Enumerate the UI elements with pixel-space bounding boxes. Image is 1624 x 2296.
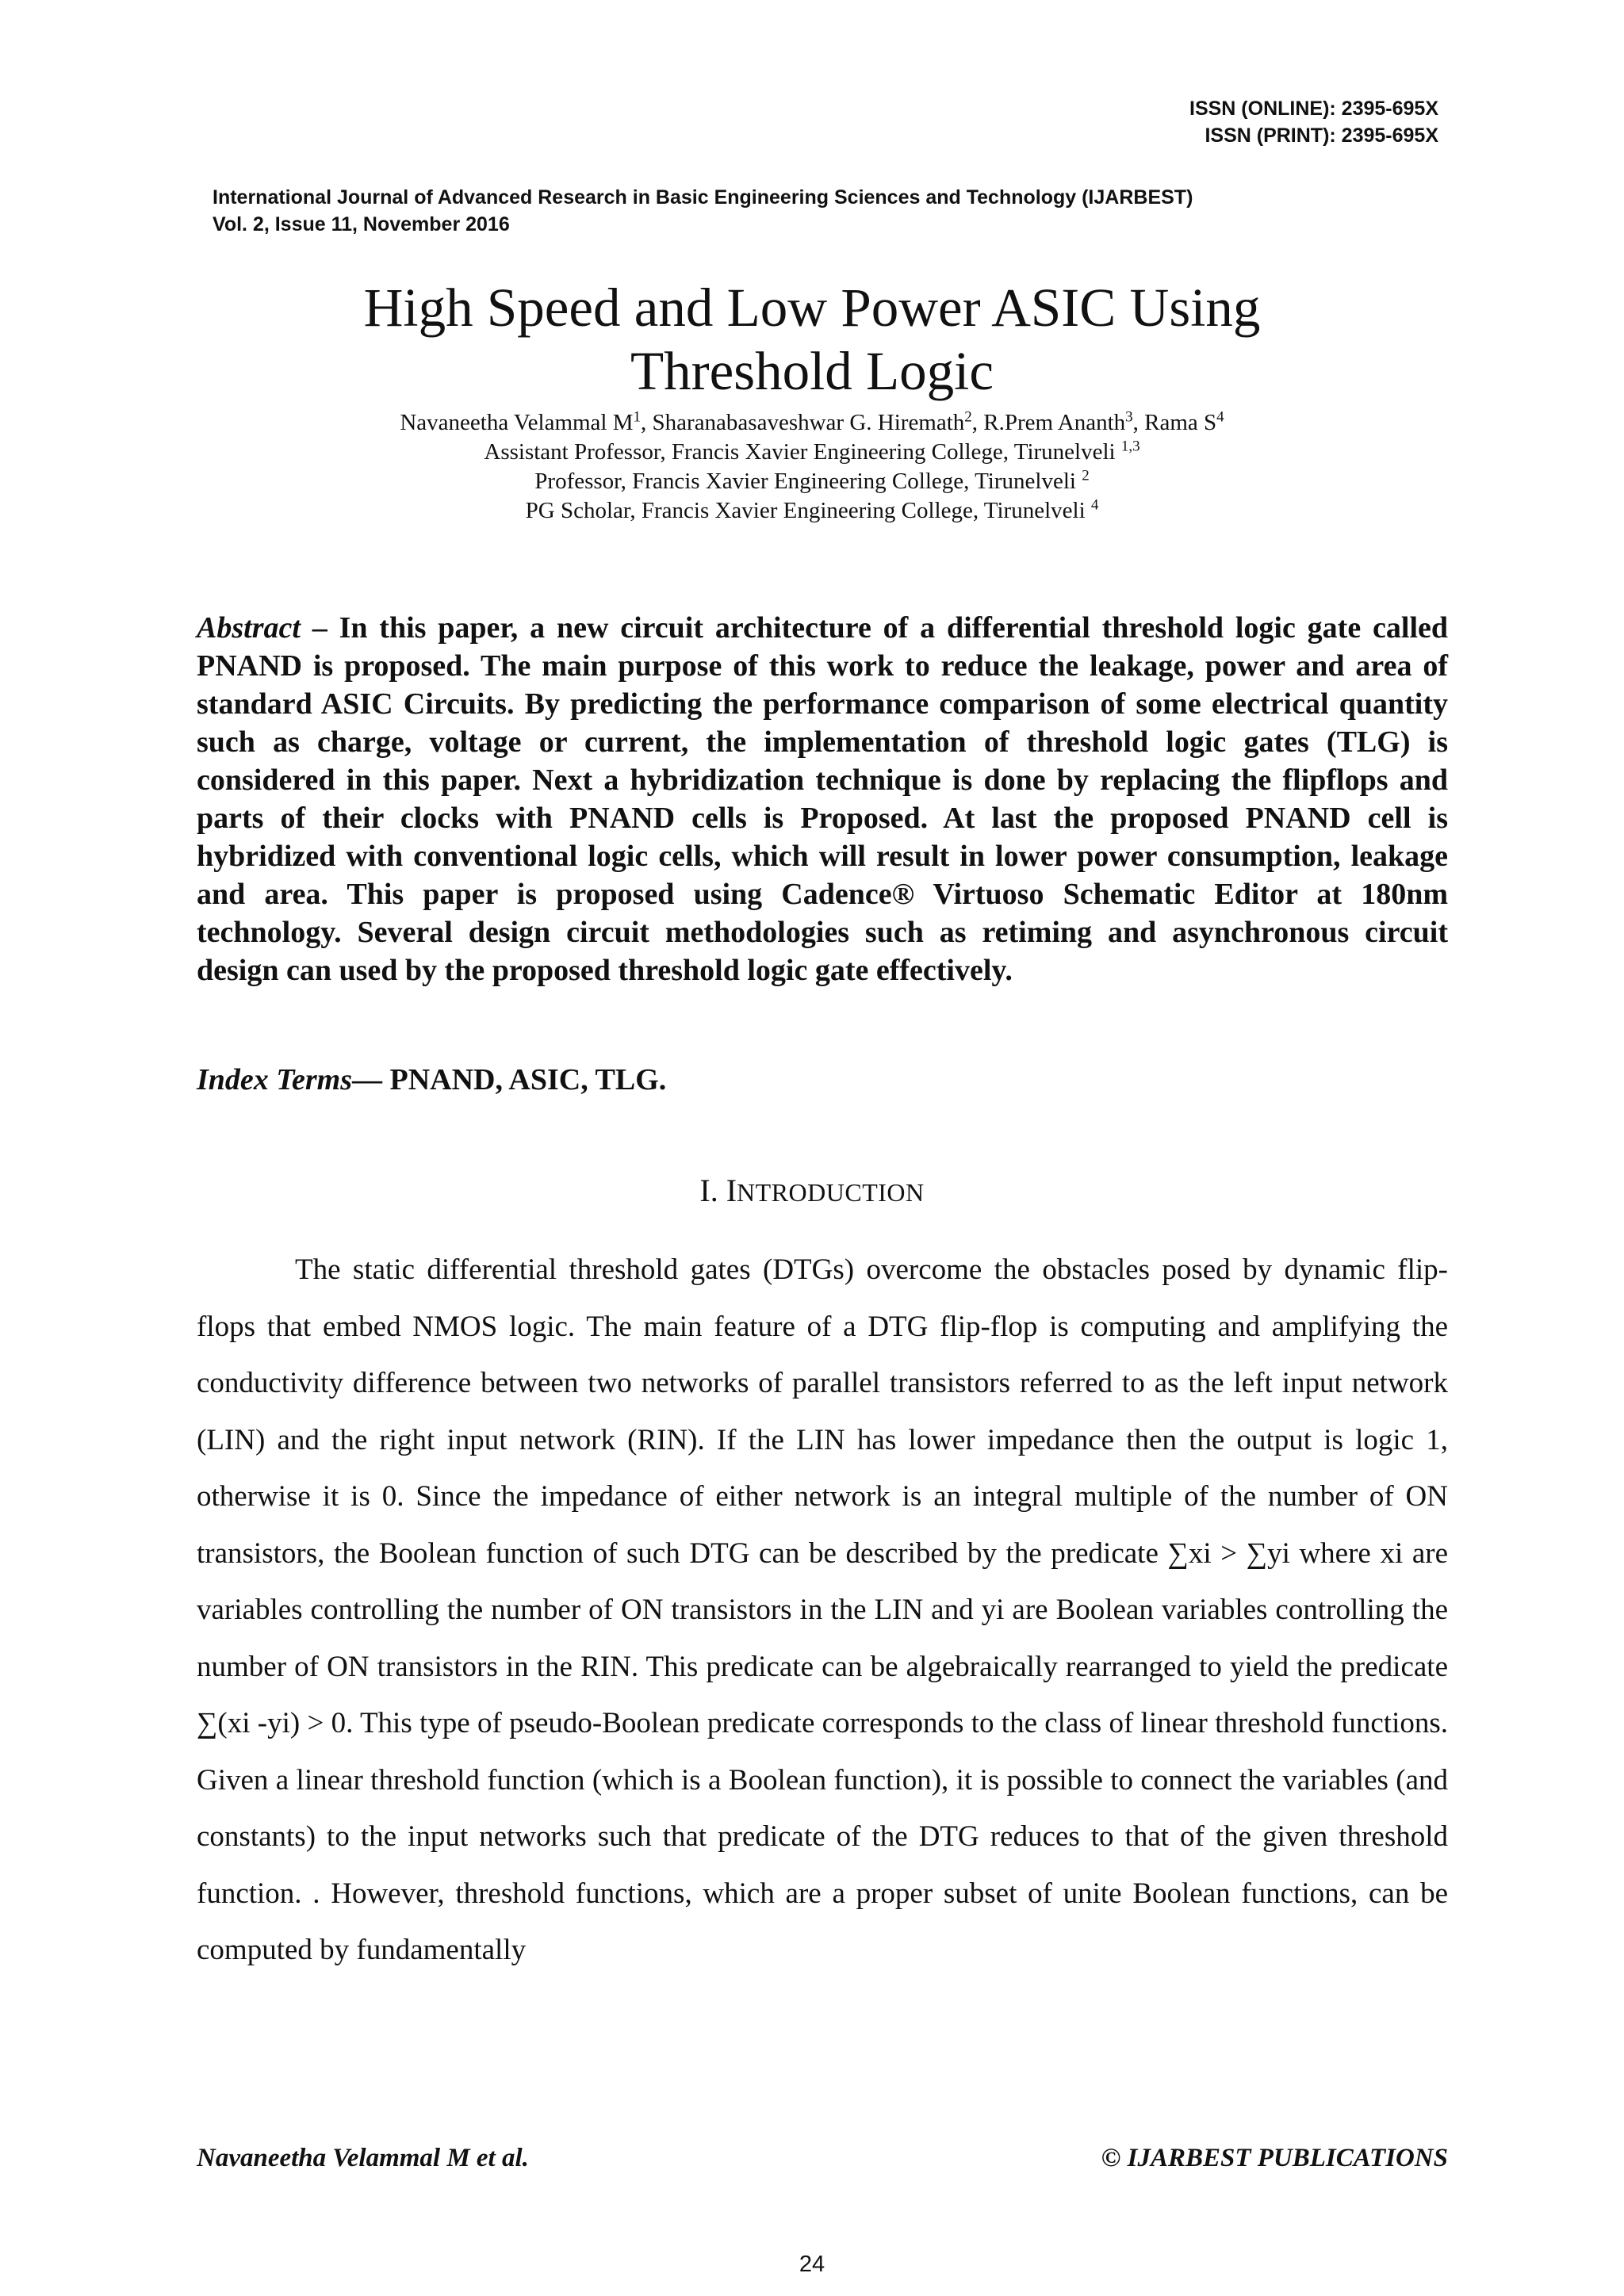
affiliation-sup: 4 — [1090, 496, 1099, 514]
affiliation-text: PG Scholar, Francis Xavier Engineering College, Tirunelveli — [525, 498, 1091, 523]
affiliation-text: Professor, Francis Xavier Engineering College, Tirunelveli — [534, 469, 1082, 494]
affiliation-sup: 1,3 — [1120, 438, 1140, 455]
paper-title — [0, 276, 1624, 403]
abstract-dash: – — [300, 611, 339, 645]
abstract — [197, 609, 1448, 989]
index-terms — [197, 1061, 666, 1099]
author-sup: 1 — [633, 408, 642, 426]
author-name: R.Prem Ananth — [983, 410, 1126, 435]
author-name: Navaneetha Velammal M — [400, 410, 634, 435]
author-name: Sharanabasaveshwar G. Hiremath — [652, 410, 965, 435]
affiliation — [0, 467, 1624, 496]
issn-block — [1189, 95, 1438, 149]
abstract-label: Abstract — [197, 611, 301, 645]
author-sup: 3 — [1125, 408, 1133, 426]
paper-title-line-2: Threshold Logic — [630, 341, 994, 401]
index-terms-text: PNAND, ASIC, TLG. — [389, 1063, 667, 1096]
affiliation-sup: 2 — [1082, 467, 1090, 484]
affiliation — [0, 438, 1624, 467]
issn-print: ISSN (PRINT): 2395-695X — [1205, 124, 1438, 147]
journal-info — [213, 184, 1450, 238]
author-list — [0, 408, 1624, 438]
author-sep: , — [971, 410, 984, 435]
volume-issue: Vol. 2, Issue 11, November 2016 — [213, 213, 510, 235]
journal-name: International Journal of Advanced Research in Basic Engineering Sciences and Technology (IJARBEST) — [213, 186, 1193, 209]
author-sup: 4 — [1216, 408, 1224, 426]
footer-author: Navaneetha Velammal M et al. — [197, 2144, 529, 2172]
section-heading-introduction — [0, 1172, 1624, 1211]
affiliation-text: Assistant Professor, Francis Xavier Engineering College, Tirunelveli — [484, 439, 1121, 465]
affiliation — [0, 496, 1624, 526]
section-title-rest: NTRODUCTION — [737, 1178, 925, 1207]
section-number: I. — [699, 1173, 726, 1208]
index-terms-dash: — — [352, 1063, 390, 1096]
author-sup: 2 — [964, 408, 972, 426]
author-sep: , — [641, 410, 653, 435]
issn-online: ISSN (ONLINE): 2395-695X — [1189, 98, 1438, 120]
body-paragraph: The static differential threshold gates (DTGs) overcome the obstacles posed by dynamic flip-flops that embed NMOS logic. The main feature of a DTG flip-flop is computing and amplifying the conductivity difference between two networks of parallel transistors referred to as the left input network (LIN) and the right input network (RIN). If the LIN has lower impedance then the output is logic 1, otherwise it is 0. Since the impedance of either network is an integral multiple of the number of ON transistors, the Boolean function of such DTG can be described by the predicate ∑xi > ∑yi where xi are variables controlling the number of ON transistors in the LIN and yi are Boolean variables controlling the number of ON transistors in the RIN. This predicate can be algebraically rearranged to yield the predicate ∑(xi -yi) > 0. This type of pseudo-Boolean predicate corresponds to the class of linear threshold functions. Given a linear threshold function (which is a Boolean function), it is possible to connect the variables (and constants) to the input networks such that predicate of the DTG reduces to that of the given threshold function. . However, threshold functions, which are a proper subset of unite Boolean functions, can be computed by fundamentally — [197, 1253, 1448, 1966]
author-sep: , — [1132, 410, 1145, 435]
author-name: Rama S — [1144, 410, 1217, 435]
abstract-text: In this paper, a new circuit architecture of a differential threshold logic gate called PNAND is proposed. The main purpose of this work to reduce the leakage, power and area of standard ASIC Circuits. By predicting the performance comparison of some electrical quantity such as charge, voltage or current, the implementation of threshold logic gates (TLG) is considered in this paper. Next a hybridization technique is done by replacing the flipflops and parts of their clocks with PNAND cells is Proposed. At last the proposed PNAND cell is hybridized with conventional logic cells, which will result in lower power consumption, leakage and area. This paper is proposed using Cadence® Virtuoso Schematic Editor at 180nm technology. Several design circuit methodologies such as retiming and asynchronous circuit design can used by the proposed threshold logic gate effectively. — [197, 611, 1448, 987]
footer-publisher: © IJARBEST PUBLICATIONS — [1101, 2144, 1448, 2172]
authors-block — [0, 408, 1624, 526]
paper-title-line-1: High Speed and Low Power ASIC Using — [363, 277, 1261, 338]
page-number: 24 — [799, 2252, 825, 2277]
index-terms-label: Index Terms — [197, 1063, 353, 1096]
section-initial: I — [726, 1173, 737, 1208]
